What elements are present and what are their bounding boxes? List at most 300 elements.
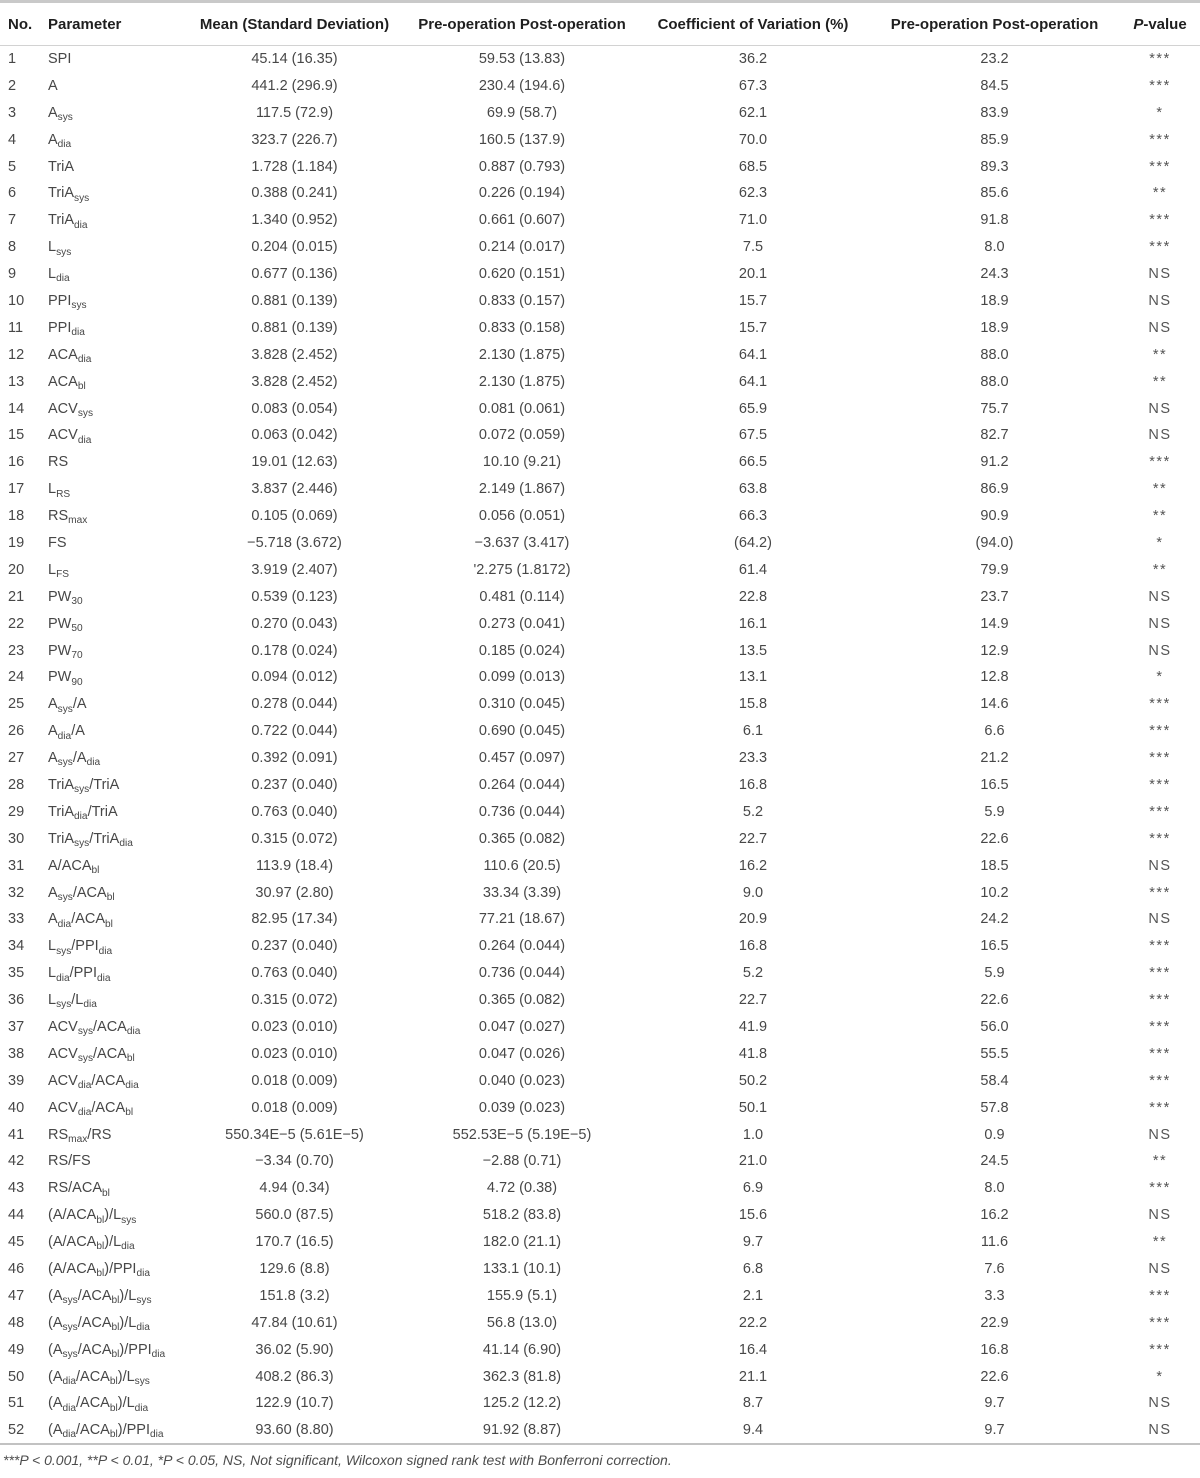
cell-cov-postop: 55.5 xyxy=(980,1045,1009,1062)
cell-parameter: $(A_{sys}/ACA_{bl})/PPI_{dia}$ xyxy=(48,1341,166,1361)
cell-parameter: $A_{sys}/A_{dia}$ xyxy=(48,750,101,769)
table-row xyxy=(0,341,1200,368)
cell-no: 12 xyxy=(8,346,25,363)
cell-pvalue: NS xyxy=(1148,400,1172,417)
cell-pvalue: NS xyxy=(1148,588,1172,605)
cell-pvalue: *** xyxy=(1149,992,1171,1009)
cell-mean-postop: 362.3 (81.8) xyxy=(482,1368,562,1385)
cell-cov-postop: 3.3 xyxy=(984,1287,1005,1304)
cell-mean-postop: 0.736 (0.044) xyxy=(478,965,566,982)
cell-mean-preop: 0.178 (0.024) xyxy=(251,642,338,659)
cell-cov-postop: 16.5 xyxy=(980,776,1009,793)
cell-cov-preop: 22.7 xyxy=(738,992,768,1009)
cell-mean-postop: 0.047 (0.026) xyxy=(478,1045,566,1062)
cell-cov-postop: 24.5 xyxy=(980,1153,1009,1170)
cell-cov-postop: 18.9 xyxy=(980,292,1009,309)
cell-cov-postop: 8.0 xyxy=(984,239,1005,256)
cell-no: 49 xyxy=(8,1341,25,1358)
cell-mean-preop: 0.392 (0.091) xyxy=(251,750,338,767)
cell-cov-postop: 14.9 xyxy=(980,615,1009,632)
table-row xyxy=(0,637,1200,664)
table-row xyxy=(0,1121,1200,1148)
cell-parameter: $L_{sys}/PPI_{dia}$ xyxy=(48,938,113,957)
col-header-pvalue: P-value xyxy=(1120,2,1200,46)
cell-cov-preop: 16.2 xyxy=(738,857,768,874)
col-header-mean-sd: Mean (Standard Deviation) xyxy=(182,2,407,46)
table-row xyxy=(0,987,1200,1014)
cell-pvalue: *** xyxy=(1149,1019,1171,1035)
cell-no: 6 xyxy=(8,185,17,202)
cell-cov-postop: 82.7 xyxy=(980,427,1009,444)
cell-mean-preop: 129.6 (8.8) xyxy=(259,1261,330,1278)
cell-cov-preop: 70.0 xyxy=(738,131,768,148)
cell-mean-postop: 230.4 (194.6) xyxy=(478,77,566,94)
table-row xyxy=(0,72,1200,99)
cell-mean-postop: 155.9 (5.1) xyxy=(486,1287,558,1304)
cell-cov-postop: 85.9 xyxy=(980,131,1009,148)
cell-mean-postop: 0.887 (0.793) xyxy=(478,158,566,175)
cell-cov-preop: 16.8 xyxy=(738,938,768,955)
cell-parameter: $RS_{max}$ xyxy=(48,508,88,527)
cell-pvalue: NS xyxy=(1148,266,1172,283)
cell-mean-postop: 0.185 (0.024) xyxy=(478,642,566,659)
cell-cov-preop: 5.2 xyxy=(742,965,764,982)
cell-pvalue: NS xyxy=(1148,1261,1172,1278)
cell-pvalue: NS xyxy=(1148,1421,1172,1438)
cell-pvalue: NS xyxy=(1148,642,1172,659)
cell-cov-postop: 21.2 xyxy=(980,750,1009,767)
table-row xyxy=(0,261,1200,288)
cell-cov-postop: 23.2 xyxy=(980,51,1009,68)
table-row xyxy=(0,288,1200,315)
cell-parameter: $A_{dia}/A$ xyxy=(48,723,85,742)
table-row xyxy=(0,99,1200,126)
cell-no: 9 xyxy=(8,266,17,283)
table-row xyxy=(0,395,1200,422)
cell-cov-preop: 22.8 xyxy=(738,588,768,605)
cell-pvalue: NS xyxy=(1148,1207,1172,1224)
cell-mean-postop: 0.264 (0.044) xyxy=(478,938,566,955)
cell-mean-postop: 10.10 (9.21) xyxy=(482,454,562,471)
cell-cov-preop: 8.7 xyxy=(742,1395,764,1412)
cell-cov-preop: 50.1 xyxy=(738,1099,768,1116)
cell-cov-preop: 23.3 xyxy=(738,750,768,767)
cell-cov-preop: 20.1 xyxy=(738,266,768,283)
cell-mean-postop: 518.2 (83.8) xyxy=(482,1207,562,1224)
cell-cov-preop: 61.4 xyxy=(738,561,768,578)
cell-mean-postop: 0.457 (0.097) xyxy=(478,750,566,767)
cell-mean-preop: 0.023 (0.010) xyxy=(251,1019,338,1035)
cell-mean-postop: 0.690 (0.045) xyxy=(478,723,566,740)
cell-no: 20 xyxy=(8,561,25,578)
cell-pvalue: ** xyxy=(1152,346,1168,363)
cell-mean-postop: 33.34 (3.39) xyxy=(482,884,562,901)
cell-pvalue: *** xyxy=(1149,830,1171,847)
cell-pvalue: *** xyxy=(1149,454,1171,471)
cell-mean-postop: −3.637 (3.417) xyxy=(474,534,570,551)
cell-mean-preop: 151.8 (3.2) xyxy=(259,1287,330,1304)
cell-cov-preop: 9.0 xyxy=(742,884,764,901)
cell-no: 41 xyxy=(8,1126,25,1143)
table-row xyxy=(0,1282,1200,1309)
cell-no: 38 xyxy=(8,1045,25,1062)
cell-cov-preop: 9.4 xyxy=(742,1421,764,1438)
cell-pvalue: ** xyxy=(1152,373,1168,390)
cell-mean-preop: 0.722 (0.044) xyxy=(251,723,338,740)
col-header-preop-postop-mean: Pre-operation Post-operation xyxy=(407,2,637,46)
cell-cov-postop: 86.9 xyxy=(980,481,1009,498)
cell-mean-preop: 0.763 (0.040) xyxy=(251,965,338,982)
table-row xyxy=(0,718,1200,745)
cell-parameter: $(A/ACA_{bl})/L_{dia}$ xyxy=(48,1234,135,1253)
cell-parameter: $(A_{dia}/ACA_{bl})/L_{sys}$ xyxy=(48,1368,150,1387)
cell-mean-preop: 30.97 (2.80) xyxy=(255,884,334,901)
cell-no: 23 xyxy=(8,642,25,659)
cell-no: 11 xyxy=(8,319,24,336)
cell-mean-preop: 323.7 (226.7) xyxy=(251,131,338,148)
cell-cov-preop: 66.3 xyxy=(738,508,768,525)
cell-mean-preop: 550.34E−5 (5.61E−5) xyxy=(225,1126,364,1143)
table-row xyxy=(0,1202,1200,1229)
cell-cov-preop: 64.1 xyxy=(738,373,768,390)
cell-mean-preop: 36.02 (5.90) xyxy=(255,1341,334,1358)
cell-cov-postop: 57.8 xyxy=(980,1099,1009,1116)
cell-cov-postop: 75.7 xyxy=(980,400,1009,417)
cell-cov-preop: 13.5 xyxy=(738,642,768,659)
cell-parameter: TriA$_{sys}$/TriA$_{dia}$ xyxy=(48,830,133,850)
cell-cov-preop: 15.7 xyxy=(738,292,768,309)
table-row xyxy=(0,1148,1200,1175)
cell-mean-preop: 3.828 (2.452) xyxy=(251,346,338,363)
cell-mean-preop: 113.9 (18.4) xyxy=(255,857,334,874)
cell-pvalue: *** xyxy=(1149,158,1171,175)
cell-mean-preop: 0.881 (0.139) xyxy=(251,292,338,309)
cell-no: 16 xyxy=(8,454,25,471)
table-row xyxy=(0,879,1200,906)
col-header-preop-postop-cov: Pre-operation Post-operation xyxy=(869,2,1120,46)
table-row xyxy=(0,153,1200,180)
table-row xyxy=(0,207,1200,234)
header-row xyxy=(0,2,1200,46)
cell-cov-postop: 16.5 xyxy=(980,938,1009,955)
cell-parameter: $(A_{sys}/ACA_{bl})/L_{dia}$ xyxy=(48,1314,150,1334)
cell-pvalue: NS xyxy=(1148,1126,1172,1143)
cell-cov-postop: 58.4 xyxy=(980,1072,1009,1089)
cell-pvalue: *** xyxy=(1149,965,1171,982)
cell-cov-postop: 24.2 xyxy=(980,911,1009,928)
col-header-coefficient-variation: Coefficient of Variation (%) xyxy=(637,2,869,46)
cell-cov-postop: 9.7 xyxy=(984,1395,1005,1412)
table-footnote: ***P < 0.001, **P < 0.01, *P < 0.05, NS, Not significant, Wilcoxon signed rank test with Bonferroni correction. xyxy=(3,1451,672,1468)
cell-mean-preop: 0.204 (0.015) xyxy=(251,239,338,256)
cell-mean-preop: 0.237 (0.040) xyxy=(251,938,338,955)
cell-parameter: $A_{sys}/ACA_{bl}$ xyxy=(48,884,115,903)
cell-cov-preop: (64.2) xyxy=(734,534,772,551)
cell-mean-postop: 0.661 (0.607) xyxy=(478,212,566,229)
cell-parameter: $A_{sys}/A$ xyxy=(48,696,87,715)
cell-cov-preop: 68.5 xyxy=(738,158,768,175)
cell-parameter: $L_{dia}/PPI_{dia}$ xyxy=(48,965,111,984)
cell-no: 7 xyxy=(8,212,17,229)
cell-cov-preop: 2.1 xyxy=(742,1287,764,1304)
cell-pvalue: *** xyxy=(1149,803,1171,820)
cell-mean-preop: 0.315 (0.072) xyxy=(251,830,338,847)
cell-parameter: $L_{dia}$ xyxy=(48,266,70,285)
cell-mean-postop: 59.53 (13.83) xyxy=(478,51,566,68)
cell-no: 33 xyxy=(8,911,25,928)
cell-mean-postop: 77.21 (18.67) xyxy=(478,911,566,928)
cell-parameter: TriA$_{sys}$ xyxy=(48,185,90,204)
cell-cov-postop: 16.8 xyxy=(980,1341,1009,1358)
cell-no: 46 xyxy=(8,1261,25,1278)
cell-mean-postop: 0.273 (0.041) xyxy=(478,615,566,632)
cell-mean-postop: 0.099 (0.013) xyxy=(478,669,566,686)
cell-pvalue: ** xyxy=(1152,1234,1168,1251)
cell-pvalue: *** xyxy=(1149,938,1171,955)
table-row xyxy=(0,664,1200,691)
cell-parameter: A xyxy=(48,77,58,94)
cell-no: 39 xyxy=(8,1072,25,1089)
cell-mean-postop: 0.047 (0.027) xyxy=(478,1019,566,1035)
cell-mean-preop: 93.60 (8.80) xyxy=(255,1421,334,1438)
cell-cov-postop: 18.5 xyxy=(980,857,1009,874)
cell-pvalue: NS xyxy=(1148,1395,1172,1412)
table-row xyxy=(0,1309,1200,1336)
cell-cov-postop: 14.6 xyxy=(980,696,1009,713)
cell-cov-postop: 22.6 xyxy=(980,992,1009,1009)
table-row xyxy=(0,583,1200,610)
cell-cov-preop: 16.4 xyxy=(738,1341,768,1358)
cell-mean-preop: 0.083 (0.054) xyxy=(251,400,338,417)
table-row xyxy=(0,1229,1200,1256)
table-row xyxy=(0,772,1200,799)
cell-no: 30 xyxy=(8,830,25,847)
cell-mean-preop: 170.7 (16.5) xyxy=(255,1234,334,1251)
cell-no: 28 xyxy=(8,776,25,793)
cell-cov-postop: 22.9 xyxy=(980,1314,1009,1331)
cell-cov-preop: 67.3 xyxy=(738,77,768,94)
cell-mean-postop: 0.214 (0.017) xyxy=(478,239,566,256)
cell-cov-preop: 15.7 xyxy=(738,319,768,336)
cell-parameter: $(A/ACA_{bl})/PPI_{dia}$ xyxy=(48,1261,150,1280)
cell-mean-postop: 110.6 (20.5) xyxy=(483,857,561,874)
table-row xyxy=(0,314,1200,341)
cell-cov-postop: 91.2 xyxy=(980,454,1009,471)
table-row xyxy=(0,180,1200,207)
cell-pvalue: *** xyxy=(1149,131,1171,148)
table-row xyxy=(0,530,1200,557)
cell-no: 42 xyxy=(8,1153,25,1170)
cell-pvalue: *** xyxy=(1149,723,1171,740)
cell-mean-preop: 117.5 (72.9) xyxy=(255,104,334,121)
cell-parameter: $L_{RS}$ xyxy=(48,481,71,500)
cell-mean-postop: 0.365 (0.082) xyxy=(478,830,566,847)
table-body xyxy=(0,46,1200,1444)
cell-cov-preop: 64.1 xyxy=(738,346,768,363)
col-header-no: No. xyxy=(0,2,40,46)
cell-cov-postop: 90.9 xyxy=(980,508,1009,525)
table-row xyxy=(0,422,1200,449)
cell-cov-postop: 91.8 xyxy=(980,212,1009,229)
cell-no: 21 xyxy=(8,588,25,605)
cell-parameter: $PPI_{dia}$ xyxy=(48,319,85,339)
cell-no: 3 xyxy=(8,104,17,121)
cell-parameter: $ACV_{dia}/ACA_{dia}$ xyxy=(48,1072,139,1092)
table-row xyxy=(0,745,1200,772)
cell-no: 22 xyxy=(8,615,25,632)
cell-no: 36 xyxy=(8,992,25,1009)
cell-cov-preop: 21.1 xyxy=(738,1368,768,1385)
cell-mean-postop: 4.72 (0.38) xyxy=(486,1180,558,1197)
cell-cov-preop: 50.2 xyxy=(738,1072,768,1089)
cell-mean-preop: 19.01 (12.63) xyxy=(251,454,338,471)
cell-cov-preop: 67.5 xyxy=(738,427,768,444)
cell-mean-preop: 0.388 (0.241) xyxy=(251,185,338,202)
cell-cov-postop: 12.8 xyxy=(980,669,1009,686)
table-row xyxy=(0,1336,1200,1363)
table-row xyxy=(0,556,1200,583)
table-row xyxy=(0,1390,1200,1417)
cell-pvalue: ** xyxy=(1152,561,1168,578)
cell-pvalue: NS xyxy=(1148,911,1172,928)
cell-mean-postop: 133.1 (10.1) xyxy=(482,1261,562,1278)
cell-mean-preop: 47.84 (10.61) xyxy=(251,1314,338,1331)
cell-mean-preop: 0.023 (0.010) xyxy=(251,1045,338,1062)
cell-pvalue: *** xyxy=(1149,1180,1171,1197)
cell-parameter: $ACA_{bl}$ xyxy=(48,373,86,392)
cell-parameter: $(A_{dia}/ACA_{bl})/PPI_{dia}$ xyxy=(48,1421,164,1441)
cell-cov-postop: 79.9 xyxy=(980,561,1009,578)
cell-mean-postop: 69.9 (58.7) xyxy=(486,104,558,121)
cell-cov-preop: 41.8 xyxy=(738,1045,768,1062)
cell-mean-postop: 552.53E−5 (5.19E−5) xyxy=(452,1126,592,1143)
cell-parameter: RS xyxy=(48,454,69,471)
cell-parameter: $RS/ACA_{bl}$ xyxy=(48,1180,110,1199)
cell-parameter: $PW_{50}$ xyxy=(48,615,83,634)
cell-cov-postop: 10.2 xyxy=(980,884,1009,901)
cell-parameter: $(A_{sys}/ACA_{bl})/L_{sys}$ xyxy=(48,1287,152,1307)
cell-mean-preop: 3.828 (2.452) xyxy=(251,373,338,390)
cell-mean-preop: 0.315 (0.072) xyxy=(251,992,338,1009)
cell-pvalue: NS xyxy=(1148,615,1172,632)
cell-parameter: $(A_{dia}/ACA_{bl})/L_{dia}$ xyxy=(48,1395,149,1414)
cell-pvalue: *** xyxy=(1149,212,1171,229)
table-row xyxy=(0,1040,1200,1067)
cell-cov-preop: 20.9 xyxy=(738,911,768,928)
cell-cov-postop: 84.5 xyxy=(980,77,1009,94)
cell-cov-postop: 89.3 xyxy=(980,158,1009,175)
cell-pvalue: *** xyxy=(1149,1045,1171,1062)
cell-cov-preop: 7.5 xyxy=(742,239,764,256)
cell-cov-postop: (94.0) xyxy=(975,534,1014,551)
cell-no: 48 xyxy=(8,1314,25,1331)
cell-pvalue: *** xyxy=(1149,1099,1171,1116)
cell-no: 37 xyxy=(8,1019,25,1035)
cell-no: 29 xyxy=(8,803,25,820)
cell-mean-postop: 0.310 (0.045) xyxy=(478,696,566,713)
cell-cov-preop: 21.0 xyxy=(738,1153,768,1170)
cell-no: 51 xyxy=(8,1395,25,1412)
cell-parameter: $ACV_{dia}$ xyxy=(48,427,92,446)
cell-mean-preop: 0.018 (0.009) xyxy=(251,1099,338,1116)
cell-cov-preop: 63.8 xyxy=(738,481,768,498)
cell-mean-preop: −5.718 (3.672) xyxy=(247,534,342,551)
cell-cov-postop: 56.0 xyxy=(980,1019,1009,1035)
cell-pvalue: ** xyxy=(1152,185,1168,202)
cell-pvalue: *** xyxy=(1149,884,1171,901)
cell-mean-preop: 0.105 (0.069) xyxy=(251,508,338,525)
cell-mean-preop: 1.340 (0.952) xyxy=(251,212,338,229)
cell-parameter: TriA$_{dia}$/TriA xyxy=(48,803,118,823)
cell-mean-preop: 0.094 (0.012) xyxy=(251,669,338,686)
cell-mean-postop: 56.8 (13.0) xyxy=(486,1314,558,1331)
cell-cov-postop: 24.3 xyxy=(980,266,1009,283)
cell-mean-preop: 0.270 (0.043) xyxy=(251,615,338,632)
cell-cov-postop: 85.6 xyxy=(980,185,1009,202)
cell-cov-preop: 13.1 xyxy=(738,669,768,686)
cell-mean-postop: 0.081 (0.061) xyxy=(478,400,566,417)
cell-mean-preop: 441.2 (296.9) xyxy=(251,77,338,94)
cell-mean-preop: 0.677 (0.136) xyxy=(251,266,338,283)
cell-cov-postop: 0.9 xyxy=(984,1126,1005,1143)
cell-no: 2 xyxy=(8,77,17,94)
cell-no: 50 xyxy=(8,1368,25,1385)
table-row xyxy=(0,449,1200,476)
cell-cov-preop: 6.1 xyxy=(742,723,764,740)
table-row xyxy=(0,1014,1200,1041)
cell-parameter: $A_{dia}/ACA_{bl}$ xyxy=(48,911,113,930)
cell-no: 25 xyxy=(8,696,25,713)
table-row xyxy=(0,476,1200,503)
table-row xyxy=(0,126,1200,153)
cell-parameter: $PPI_{sys}$ xyxy=(48,292,87,312)
cell-cov-preop: 5.2 xyxy=(742,803,764,820)
cell-mean-postop: 0.226 (0.194) xyxy=(478,185,566,202)
cell-pvalue: *** xyxy=(1149,1287,1171,1304)
cell-cov-preop: 16.8 xyxy=(738,776,768,793)
cell-no: 19 xyxy=(8,534,25,551)
cell-mean-postop: 91.92 (8.87) xyxy=(482,1421,562,1438)
table-row xyxy=(0,933,1200,960)
cell-pvalue: ** xyxy=(1152,481,1168,498)
cell-pvalue: * xyxy=(1156,534,1164,551)
cell-mean-postop: 2.130 (1.875) xyxy=(478,346,566,363)
cell-cov-postop: 7.6 xyxy=(984,1261,1005,1278)
cell-no: 17 xyxy=(8,481,25,498)
cell-mean-preop: 408.2 (86.3) xyxy=(255,1368,334,1385)
cell-parameter: $ACV_{sys}/ACA_{bl}$ xyxy=(48,1045,135,1065)
cell-cov-preop: 65.9 xyxy=(738,400,768,417)
cell-no: 31 xyxy=(8,857,25,874)
cell-no: 10 xyxy=(8,292,25,309)
cell-pvalue: *** xyxy=(1149,776,1171,793)
cell-mean-postop: 2.130 (1.875) xyxy=(478,373,566,390)
cell-cov-preop: 66.5 xyxy=(738,454,768,471)
cell-no: 35 xyxy=(8,965,25,982)
cell-no: 43 xyxy=(8,1180,25,1197)
cell-mean-preop: 3.837 (2.446) xyxy=(251,481,338,498)
cell-parameter: $A_{dia}$ xyxy=(48,131,72,150)
cell-parameter: $L_{sys}$ xyxy=(48,239,72,258)
cell-cov-postop: 23.7 xyxy=(980,588,1009,605)
cell-mean-preop: 0.278 (0.044) xyxy=(251,696,338,713)
cell-no: 5 xyxy=(8,158,17,175)
cell-no: 45 xyxy=(8,1234,25,1251)
cell-mean-postop: 182.0 (21.1) xyxy=(482,1234,562,1251)
cell-pvalue: *** xyxy=(1149,51,1171,68)
cell-pvalue: *** xyxy=(1149,1072,1171,1089)
cell-mean-postop: 2.149 (1.867) xyxy=(478,481,566,498)
